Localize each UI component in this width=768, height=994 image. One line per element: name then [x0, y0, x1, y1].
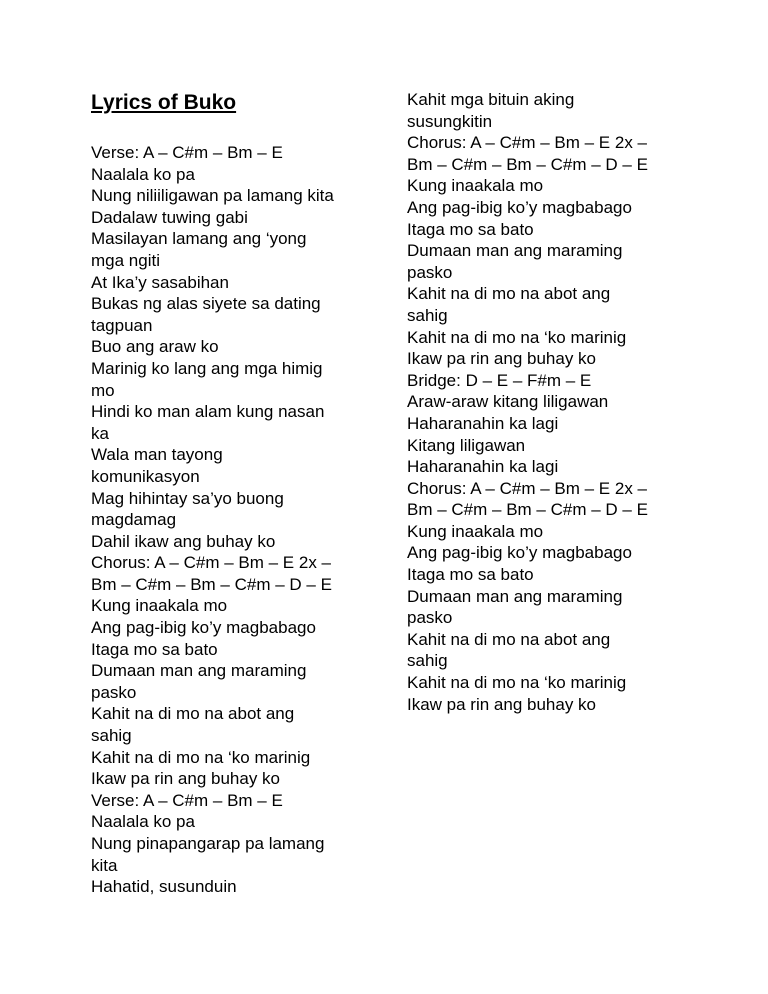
lyric-line: ka	[91, 423, 109, 443]
lyric-line: Naalala ko pa	[91, 164, 195, 184]
lyric-line: sahig	[407, 651, 448, 671]
lyric-line: Itaga mo sa bato	[407, 565, 534, 585]
lyric-line: mo	[91, 380, 115, 400]
lyric-line: Bm – C#m – Bm – C#m – D – E	[407, 154, 648, 174]
lyric-line: Chorus: A – C#m – Bm – E 2x –	[407, 478, 648, 498]
right-lyrics-column	[407, 89, 697, 715]
lyric-line: Hindi ko man alam kung nasan	[91, 402, 325, 422]
lyric-line: Ikaw pa rin ang buhay ko	[407, 694, 597, 714]
lyric-line: Hahatid, susunduin	[91, 877, 237, 897]
lyric-line: Nung niliiligawan pa lamang kita	[91, 186, 334, 206]
lyric-line: Ang pag-ibig ko’y magbabago	[91, 618, 316, 638]
lyric-line: Nung pinapangarap pa lamang	[91, 834, 325, 853]
lyric-line: komunikasyon	[91, 466, 200, 486]
lyric-line: Kahit na di mo na ‘ko marinig	[91, 747, 311, 767]
lyric-line: Kahit na di mo na abot ang	[91, 704, 295, 724]
lyric-line: Mag hihintay sa’yo buong	[91, 488, 284, 508]
document-title: Lyrics of Buko	[91, 91, 237, 114]
lyric-line: Marinig ko lang ang mga himig	[91, 358, 323, 378]
lyric-line: Araw-araw kitang liligawan	[407, 392, 609, 412]
lyric-line: Itaga mo sa bato	[407, 219, 534, 239]
lyric-line: Haharanahin ka lagi	[407, 413, 559, 433]
left-lyrics-column	[91, 142, 381, 898]
lyric-line: Ang pag-ibig ko’y magbabago	[407, 543, 632, 563]
lyric-line: Itaga mo sa bato	[91, 639, 218, 659]
lyric-line: Bm – C#m – Bm – C#m – D – E	[91, 574, 332, 594]
lyric-line: Bm – C#m – Bm – C#m – D – E	[407, 500, 648, 520]
lyric-line: Masilayan lamang ang ‘yong	[91, 229, 307, 249]
lyric-line: Dahil ikaw ang buhay ko	[91, 531, 276, 551]
lyric-line: pasko	[407, 262, 453, 282]
lyric-line: Kitang liligawan	[407, 435, 526, 455]
lyric-line: magdamag	[91, 510, 177, 530]
lyric-line: At Ika’y sasabihan	[91, 272, 229, 292]
lyric-line: pasko	[407, 608, 453, 628]
lyric-line: Dumaan man ang maraming	[91, 661, 307, 681]
lyric-line: Ikaw pa rin ang buhay ko	[407, 349, 597, 369]
lyric-line: Kahit na di mo na ‘ko marinig	[407, 327, 627, 347]
lyric-line: susungkitin	[407, 111, 493, 131]
lyric-line: Kung inaakala mo	[407, 521, 544, 541]
lyric-line: Haharanahin ka lagi	[407, 457, 559, 477]
lyric-line: Verse: A – C#m – Bm – E	[91, 143, 283, 162]
lyric-line: Dumaan man ang maraming	[407, 241, 623, 261]
lyric-line: Kahit mga bituin aking	[407, 90, 575, 109]
lyric-line: Verse: A – C#m – Bm – E	[91, 790, 283, 810]
lyric-line: Wala man tayong	[91, 445, 223, 465]
lyric-line: Kahit na di mo na abot ang	[407, 629, 611, 649]
lyric-line: Chorus: A – C#m – Bm – E 2x –	[91, 553, 332, 573]
lyric-line: Chorus: A – C#m – Bm – E 2x –	[407, 133, 648, 153]
lyric-line: Kung inaakala mo	[407, 176, 544, 196]
lyric-line: Ang pag-ibig ko’y magbabago	[407, 197, 632, 217]
lyric-line: pasko	[91, 682, 137, 702]
lyric-line: Buo ang araw ko	[91, 337, 219, 357]
lyric-line: Bridge: D – E – F#m – E	[407, 370, 592, 390]
lyric-line: sahig	[91, 726, 132, 746]
lyric-line: tagpuan	[91, 315, 153, 335]
lyric-line: Bukas ng alas siyete sa dating	[91, 294, 321, 314]
lyric-line: Kung inaakala mo	[91, 596, 228, 616]
lyric-line: Kahit na di mo na ‘ko marinig	[407, 673, 627, 693]
lyric-line: sahig	[407, 305, 448, 325]
lyric-line: Dadalaw tuwing gabi	[91, 207, 248, 227]
lyric-line: kita	[91, 855, 118, 875]
lyric-line: mga ngiti	[91, 250, 160, 270]
lyric-line: Kahit na di mo na abot ang	[407, 284, 611, 304]
lyric-line: Naalala ko pa	[91, 812, 195, 832]
lyric-line: Ikaw pa rin ang buhay ko	[91, 769, 281, 789]
lyric-line: Dumaan man ang maraming	[407, 586, 623, 606]
